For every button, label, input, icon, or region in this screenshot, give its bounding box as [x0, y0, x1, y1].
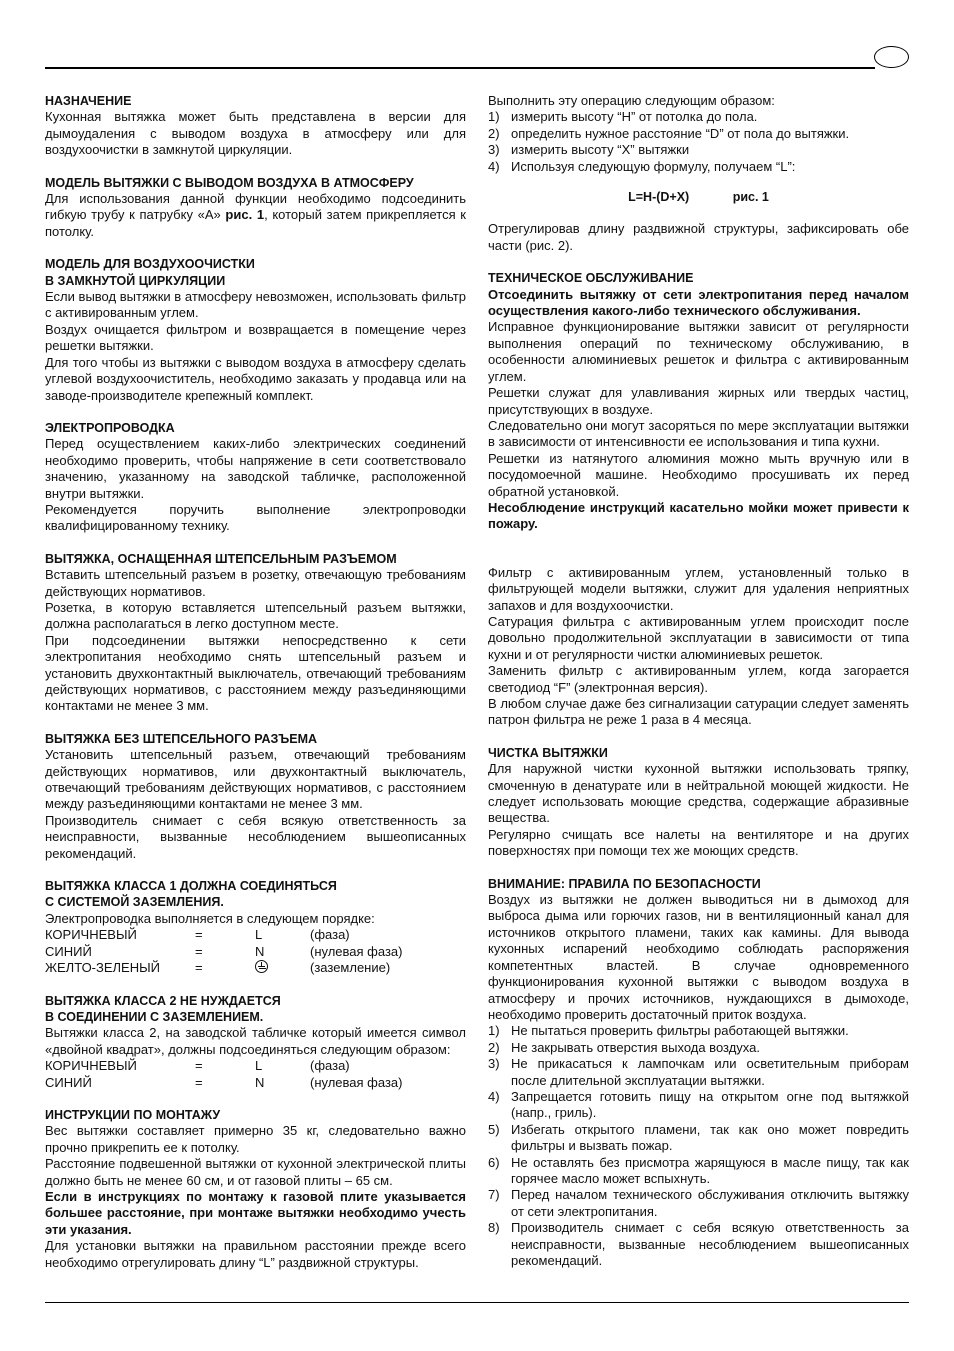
- paragraph: Решетки из натянутого алюминия можно мыть вручную или в посудомоечной машине. Необходимо просушивать их перед обратной установкой.: [488, 450, 909, 499]
- paragraph: Розетка, в которую вставляется штепсельный разъем вытяжки, должна располагаться в легко доступном месте.: [45, 599, 466, 632]
- paragraph: Фильтр с активированным углем, установленный только в фильтрующей модели вытяжки, служит для удаления неприятных запахов и для воздухоочистки.: [488, 564, 909, 613]
- list-text: Не закрывать отверстия выхода воздуха.: [511, 1039, 760, 1055]
- list-item: [488, 1220, 909, 1269]
- wire-color: КОРИЧНЕВЫЙ: [45, 1058, 137, 1074]
- wire-row: [45, 944, 466, 960]
- wire-code: [255, 960, 310, 976]
- section-installation: [45, 1107, 466, 1271]
- section-carbon-filter: [488, 565, 909, 729]
- paragraph: Установить штепсельный разъем, отвечающий требованиям действующих нормативов, или двухконтактный выключатель, отвечающий требованиям действующих нормативов, с расстоянием между разъединяющими контактами не менее 3 мм.: [45, 747, 466, 812]
- wire-color: КОРИЧНЕВЫЙ: [45, 927, 137, 943]
- right-column: [488, 93, 909, 1285]
- list-number: 4): [488, 158, 500, 174]
- paragraph: Расстояние подвешенной вытяжки от кухонной электрической плиты должно быть не менее 60 см, и от газовой плиты – 65 см.: [45, 1156, 466, 1188]
- list-number: 7): [488, 1187, 500, 1203]
- paragraph-bold: Отсоединить вытяжку от сети электропитания перед началом осуществления какого-либо технического обслуживания.: [488, 286, 909, 319]
- language-badge-oval: [874, 46, 909, 68]
- figure-ref: рис. 1: [732, 190, 769, 205]
- paragraph: Воздух из вытяжки не должен выводиться ни в дымоход для выброса дыма или горючих газов, ни в вентиляционный канал для источников открытого пламени, таких как камины. Для вывода кухонных испарений необходимо соблюдать распоряжения компетентных властей. В случае одновременного функционирования кухонной вытяжки с выводом воздуха в атмосферу и прочих источников, нуждающихся в дымоходе, необходимо проверить достаточный приток воздуха.: [488, 892, 909, 1022]
- paragraph: Сатурация фильтра с активированным углем происходит после довольно продолжительной эксплуатации в зависимости от типа кухни и от регулярности чистки алюминиевых решеток.: [488, 613, 909, 662]
- list-number: 4): [488, 1088, 500, 1104]
- wire-color: СИНИЙ: [45, 943, 92, 959]
- list-text: Не оставлять без присмотра жарящуюся в масле пищу, так как горячее масло может вспыхнуть.: [511, 1154, 909, 1186]
- paragraph: Производитель снимает с себя всякую ответственность за неисправности, вызванные несоблюдением вышеописанных рекомендаций.: [45, 812, 466, 861]
- section-heading: ТЕХНИЧЕСКОЕ ОБСЛУЖИВАНИЕ: [488, 271, 694, 286]
- section-procedure: [488, 93, 909, 254]
- section-heading: В ЗАМКНУТОЙ ЦИРКУЛЯЦИИ: [45, 273, 226, 288]
- paragraph: Решетки служат для улавливания жирных или твердых частиц, присутствующих в воздухе.: [488, 385, 909, 417]
- paragraph: Следовательно они могут засоряться по мере эксплуатации вытяжки в зависимости от интенсивности ее использования и типа кухни.: [488, 417, 909, 450]
- header-rule: [45, 67, 875, 69]
- wire-code: L: [255, 1058, 263, 1074]
- paragraph: Вес вытяжки составляет примерно 35 кг, следовательно важно прочно прикрепить ее к потолку.: [45, 1123, 466, 1155]
- list-number: 6): [488, 1154, 500, 1170]
- section-heading: МОДЕЛЬ ВЫТЯЖКИ С ВЫВОДОМ ВОЗДУХА В АТМОСФЕРУ: [45, 175, 414, 190]
- list-text: Не пытаться проверить фильтры работающей вытяжки.: [511, 1023, 849, 1039]
- text-span: Для использования данной функции необходимо подсоединить гибкую трубу к патрубку «А»: [45, 191, 466, 223]
- figure-ref: рис. 1: [225, 207, 265, 223]
- paragraph: Вставить штепсельный разъем в розетку, отвечающую требованиям действующих нормативов.: [45, 567, 466, 599]
- paragraph-bold: Несоблюдение инструкций касательно мойки может привести к пожару.: [488, 499, 909, 532]
- list-item: [488, 159, 909, 175]
- wire-desc: (заземление): [310, 960, 391, 976]
- list-number: 1): [488, 1023, 500, 1039]
- wire-desc: (нулевая фаза): [310, 943, 403, 959]
- paragraph: Для того чтобы из вытяжки с выводом воздуха в атмосферу сделать углевой воздухоочиститель, необходимо заказать у продавца или на заводе-производителе крепежный комплект.: [45, 354, 466, 403]
- section-with-plug: [45, 551, 466, 715]
- list-number: 2): [488, 1039, 500, 1055]
- list-item: [488, 1056, 909, 1089]
- section-heading: ВЫТЯЖКА, ОСНАЩЕННАЯ ШТЕПСЕЛЬНЫМ РАЗЪЕМОМ: [45, 551, 397, 566]
- list-number: 3): [488, 142, 500, 158]
- section-heading: ИНСТРУКЦИИ ПО МОНТАЖУ: [45, 1107, 221, 1122]
- wire-desc: (фаза): [310, 1058, 350, 1074]
- section-heading: ЧИСТКА ВЫТЯЖКИ: [488, 745, 608, 760]
- list-item: [488, 142, 909, 158]
- list-text: Не прикасаться к лампочкам или осветительным приборам после длительной эксплуатации вытяжки.: [511, 1056, 909, 1088]
- list-number: 1): [488, 109, 500, 125]
- paragraph-bold: Если в инструкциях по монтажу к газовой плите указывается большее расстояние, при монтаже вытяжки необходимо учесть эти указания.: [45, 1188, 466, 1237]
- wire-desc: (фаза): [310, 927, 350, 943]
- paragraph: Для установки вытяжки на правильном расстоянии прежде всего необходимо отрегулировать длину “L” раздвижной структуры.: [45, 1238, 466, 1270]
- paragraph: Выполнить эту операцию следующим образом:: [488, 93, 775, 108]
- section-heading: ВЫТЯЖКА КЛАССА 2 НЕ НУЖДАЕТСЯ: [45, 993, 281, 1008]
- list-item: [488, 1155, 909, 1188]
- list-item: [488, 1122, 909, 1155]
- wire-eq: =: [195, 943, 203, 959]
- wire-eq: =: [195, 960, 203, 976]
- paragraph: Исправное функционирование вытяжки зависит от регулярности выполнения операций по техническому обслуживанию, в особенности алюминиевых решеток и фильтра с активированным углем.: [488, 319, 909, 384]
- list-item: [488, 1187, 909, 1220]
- list-text: определить нужное расстояние “D” от пола до вытяжки.: [511, 125, 850, 141]
- section-heading: ВЫТЯЖКА БЕЗ ШТЕПСЕЛЬНОГО РАЗЪЕМА: [45, 731, 318, 746]
- section-wiring: [45, 420, 466, 535]
- list-text: Перед началом технического обслуживания отключить вытяжку от сети электропитания.: [511, 1187, 909, 1219]
- section-heading: МОДЕЛЬ ДЛЯ ВОЗДУХООЧИСТКИ: [45, 257, 255, 272]
- paragraph: Кухонная вытяжка может быть представлена в версии для дымоудаления с выводом воздуха в атмосферу или для воздухоочистки в замкнутой циркуляции.: [45, 109, 466, 158]
- list-item: [488, 126, 909, 142]
- wire-code: N: [255, 943, 265, 959]
- safety-list: [488, 1023, 909, 1269]
- paragraph: Отрегулировав длину раздвижной структуры, зафиксировать обе части (рис. 2).: [488, 221, 909, 253]
- wire-row: [45, 1075, 466, 1091]
- left-column: [45, 93, 466, 1287]
- wire-color: ЖЕЛТО-ЗЕЛЕНЫЙ: [45, 960, 160, 976]
- section-heading: ВНИМАНИЕ: ПРАВИЛА ПО БЕЗОПАСНОСТИ: [488, 876, 761, 891]
- list-text: измерить высоту “X” вытяжки: [511, 142, 690, 158]
- section-without-plug: [45, 731, 466, 862]
- list-text: Используя следующую формулу, получаем “L”:: [511, 158, 796, 174]
- steps-list: [488, 109, 909, 175]
- section-class1: [45, 878, 466, 976]
- wire-row: [45, 1058, 466, 1074]
- paragraph: Для наружной чистки кухонной вытяжки использовать тряпку, смоченную в денатурате или в нейтральной моющей жидкости. Не следует использовать моющие средства, содержащие абразивные вещества.: [488, 761, 909, 826]
- section-cleaning: [488, 745, 909, 860]
- wire-desc: (нулевая фаза): [310, 1074, 403, 1090]
- list-item: [488, 1089, 909, 1122]
- paragraph: При подсоединении вытяжки непосредственно к сети электропитания необходимо снять штепсельный разъем и установить двухконтактный выключатель, отвечающий требованиям действующих нормативов, с расстоянием между разъединяющими контактами не менее 3 мм.: [45, 632, 466, 714]
- paragraph: В любом случае даже без сигнализации сатурации следует заменять патрон фильтра не реже 1 раза в 4 месяца.: [488, 696, 909, 728]
- list-number: 8): [488, 1220, 500, 1236]
- formula-text: L=H-(D+X): [628, 190, 690, 205]
- section-heading: В СОЕДИНЕНИИ С ЗАЗЕМЛЕНИЕМ.: [45, 1009, 264, 1024]
- paragraph: Рекомендуется поручить выполнение электропроводки квалифицированному технику.: [45, 501, 466, 534]
- list-number: 2): [488, 125, 500, 141]
- paragraph: Перед осуществлением каких-либо электрических соединений необходимо проверить, чтобы напряжение в сети соответствовало значению, указанному на заводской табличке, расположенной внутри вытяжки.: [45, 436, 466, 501]
- wire-eq: =: [195, 927, 203, 943]
- wire-row: [45, 927, 466, 943]
- section-safety: [488, 876, 909, 1270]
- list-number: 5): [488, 1121, 500, 1137]
- wire-row: [45, 960, 466, 976]
- footer-rule: [45, 1302, 909, 1303]
- section-exhaust-model: [45, 175, 466, 241]
- paragraph: Электропроводка выполняется в следующем порядке:: [45, 910, 375, 926]
- list-text: Производитель снимает с себя всякую ответственность за неисправности, вызванные несоблюдением вышеописанных рекомендаций.: [511, 1220, 909, 1268]
- paragraph: Заменить фильтр с активированным углем, когда загорается светодиод “F” (электронная версия).: [488, 663, 909, 695]
- section-heading: ВЫТЯЖКА КЛАССА 1 ДОЛЖНА СОЕДИНЯТЬСЯ: [45, 879, 337, 894]
- paragraph: Воздух очищается фильтром и возвращается в помещение через решетки вытяжки.: [45, 321, 466, 354]
- section-class2: [45, 993, 466, 1091]
- wire-eq: =: [195, 1074, 203, 1090]
- text-span: , который затем прикрепляется к потолку.: [45, 207, 466, 239]
- wire-color: СИНИЙ: [45, 1074, 92, 1090]
- section-heading: НАЗНАЧЕНИЕ: [45, 94, 132, 108]
- section-maintenance: [488, 270, 909, 533]
- list-text: Запрещается готовить пищу на открытом огне под вытяжкой (напр., гриль).: [511, 1088, 909, 1121]
- paragraph: Вытяжки класса 2, на заводской табличке который имеется символ «двойной квадрат», должны подсоединяться следующим образом:: [45, 1025, 466, 1057]
- list-number: 3): [488, 1056, 500, 1072]
- wire-eq: =: [195, 1058, 203, 1074]
- list-item: [488, 1040, 909, 1056]
- paragraph: [45, 191, 466, 240]
- wire-code: L: [255, 927, 263, 943]
- ground-symbol-icon: [255, 960, 268, 973]
- list-text: измерить высоту “H” от потолка до пола.: [511, 109, 758, 125]
- list-item: [488, 1023, 909, 1039]
- section-filter-model: [45, 256, 466, 404]
- paragraph: Регулярно счищать все налеты на вентиляторе и на других поверхностях при помощи тех же моющих средств.: [488, 826, 909, 859]
- list-item: [488, 109, 909, 125]
- section-heading: ЭЛЕКТРОПРОВОДКА: [45, 420, 175, 435]
- section-purpose: [45, 93, 466, 159]
- formula: [488, 189, 909, 205]
- paragraph: Если вывод вытяжки в атмосферу невозможен, использовать фильтр с активированным углем.: [45, 289, 466, 321]
- list-text: Избегать открытого пламени, так как оно может повредить фильтры и вызвать пожар.: [511, 1121, 909, 1154]
- wire-code: N: [255, 1074, 265, 1090]
- section-heading: С СИСТЕМОЙ ЗАЗЕМЛЕНИЯ.: [45, 895, 224, 910]
